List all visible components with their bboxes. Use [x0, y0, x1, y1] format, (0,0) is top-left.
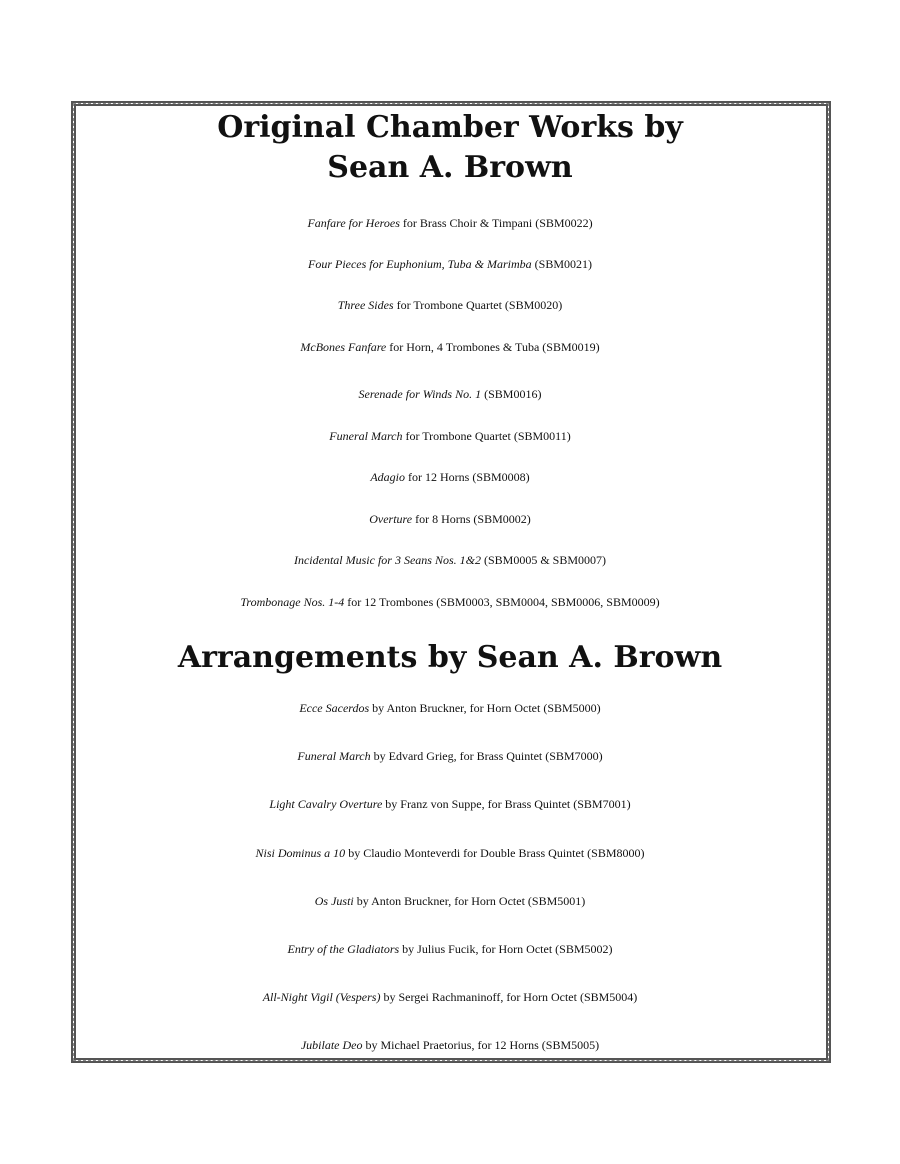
original-work-item [0, 211, 900, 235]
arrangement-details: by Anton Bruckner, for Horn Octet (SBM5001) [353, 894, 586, 908]
work-title: Trombonage Nos. 1-4 [240, 595, 345, 609]
original-work-item [0, 382, 900, 406]
original-works-heading-line1: Original Chamber Works by [217, 110, 683, 145]
original-work-item [0, 465, 900, 489]
arrangement-item [0, 841, 900, 865]
work-title: Serenade for Winds No. 1 [358, 387, 482, 401]
arrangement-details: by Edvard Grieg, for Brass Quintet (SBM7000) [370, 749, 603, 763]
arrangement-item [0, 889, 900, 913]
original-work-item [0, 252, 900, 276]
arrangement-title: Light Cavalry Overture [269, 797, 383, 811]
arrangement-title: Entry of the Gladiators [287, 942, 400, 956]
arrangement-details: by Sergei Rachmaninoff, for Horn Octet (SBM5004) [380, 990, 638, 1004]
arrangement-item [0, 937, 900, 961]
arrangement-title: Jubilate Deo [300, 1038, 363, 1052]
original-work-item [0, 507, 900, 531]
arrangement-title: Nisi Dominus a 10 [255, 846, 346, 860]
work-title: McBones Fanfare [300, 340, 387, 354]
work-title: Funeral March [329, 429, 403, 443]
work-details: (SBM0005 & SBM0007) [480, 553, 606, 567]
arrangement-title: Ecce Sacerdos [299, 701, 370, 715]
work-details: for 12 Horns (SBM0008) [405, 470, 530, 484]
arrangement-item [0, 696, 900, 720]
original-work-item [0, 590, 900, 614]
arrangement-item [0, 985, 900, 1009]
work-details: (SBM0021) [531, 257, 592, 271]
original-work-item [0, 548, 900, 572]
work-title: Three Sides [337, 298, 394, 312]
original-work-item [0, 293, 900, 317]
work-title: Overture [369, 512, 413, 526]
work-details: (SBM0016) [481, 387, 542, 401]
work-details: for Trombone Quartet (SBM0020) [393, 298, 563, 312]
arrangement-details: by Claudio Monteverdi for Double Brass Quintet (SBM8000) [345, 846, 645, 860]
work-details: for Horn, 4 Trombones & Tuba (SBM0019) [386, 340, 600, 354]
arrangement-title: All-Night Vigil (Vespers) [262, 990, 381, 1004]
arrangements-heading: Arrangements by Sean A. Brown [177, 640, 723, 675]
work-details: for Trombone Quartet (SBM0011) [402, 429, 571, 443]
original-work-item [0, 335, 900, 359]
arrangement-details: by Michael Praetorius, for 12 Horns (SBM5005) [362, 1038, 600, 1052]
work-details: for Brass Choir & Timpani (SBM0022) [399, 216, 593, 230]
arrangement-item [0, 792, 900, 816]
arrangement-details: by Franz von Suppe, for Brass Quintet (SBM7001) [382, 797, 631, 811]
arrangement-details: by Anton Bruckner, for Horn Octet (SBM5000) [369, 701, 601, 715]
work-details: for 12 Trombones (SBM0003, SBM0004, SBM0006, SBM0009) [344, 595, 660, 609]
arrangement-item [0, 1033, 900, 1057]
work-title: Four Pieces for Euphonium, Tuba & Marimba [307, 257, 532, 271]
work-title: Incidental Music for 3 Seans Nos. 1&2 [293, 553, 481, 567]
original-works-heading-line2: Sean A. Brown [327, 150, 573, 185]
arrangement-details: by Julius Fucik, for Horn Octet (SBM5002) [399, 942, 613, 956]
decorative-border [71, 101, 831, 1063]
work-details: for 8 Horns (SBM0002) [412, 512, 531, 526]
original-work-item [0, 424, 900, 448]
work-title: Fanfare for Heroes [307, 216, 400, 230]
arrangement-title: Os Justi [314, 894, 354, 908]
work-title: Adagio [370, 470, 405, 484]
arrangement-item [0, 744, 900, 768]
arrangement-title: Funeral March [297, 749, 371, 763]
